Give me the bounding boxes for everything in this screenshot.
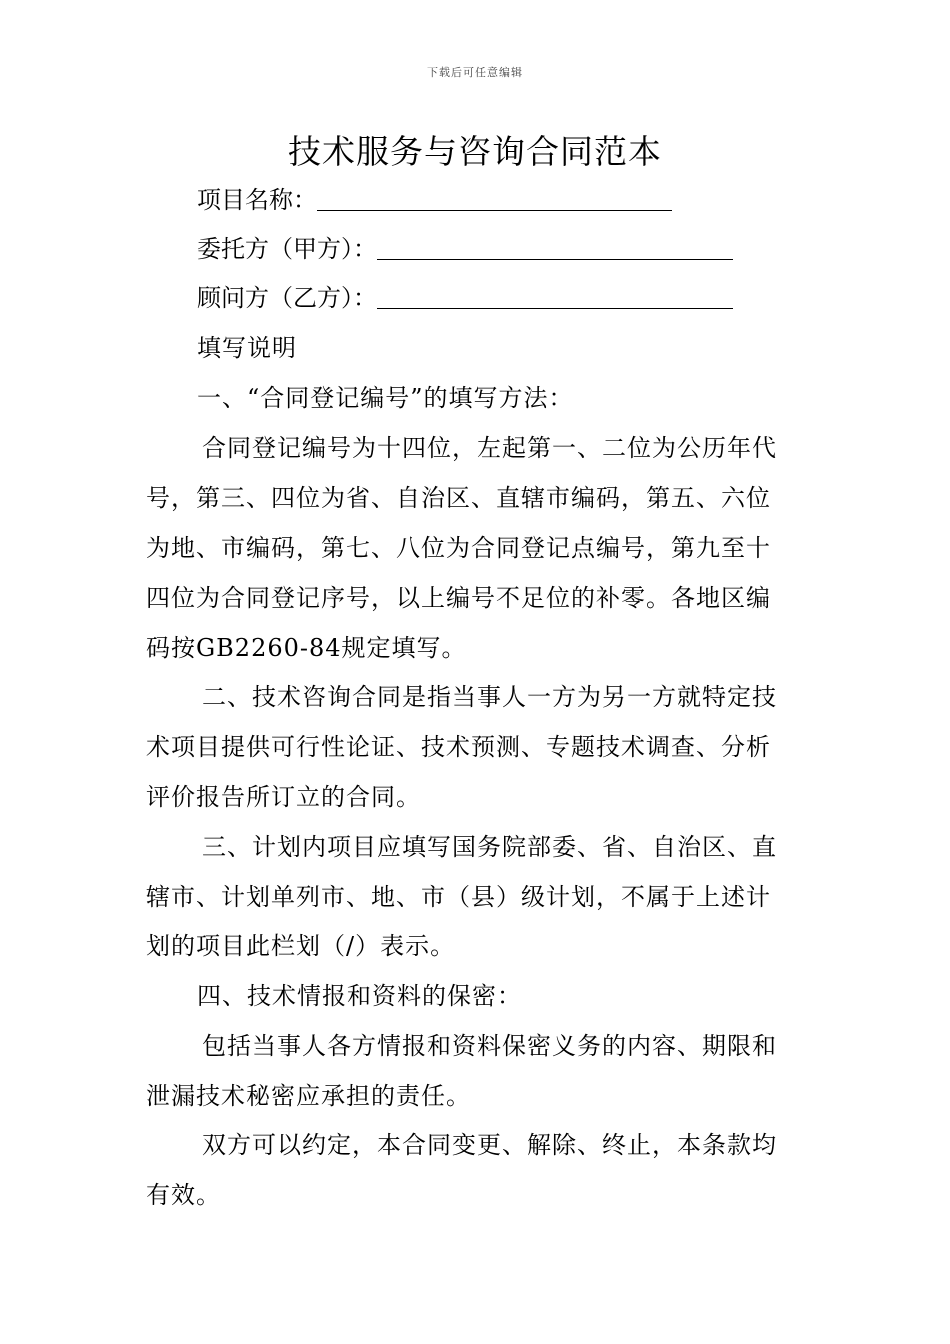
section2-line: 评价报告所订立的合同。 [146,783,421,811]
client-blank[interactable] [377,258,733,260]
section4-heading: 四、技术情报和资料的保密： [197,982,522,1010]
section4-para1-line: 泄漏技术秘密应承担的责任。 [146,1082,471,1110]
page-header-note: 下载后可任意编辑 [427,66,523,79]
section4-para2-line: 双方可以约定，本合同变更、解除、终止，本条款均 [202,1131,777,1159]
project-name-blank[interactable] [317,209,672,211]
section3-line: 三、计划内项目应填写国务院部委、省、自治区、直 [202,833,777,861]
section4-para2-line: 有效。 [146,1181,221,1209]
section1-line: 四位为合同登记序号，以上编号不足位的补零。各地区编 [146,584,771,612]
section1-line: 为地、市编码，第七、八位为合同登记点编号，第九至十 [146,534,771,562]
section1-line: 号，第三、四位为省、自治区、直辖市编码，第五、六位 [146,484,771,512]
consultant-blank[interactable] [377,307,733,309]
consultant-label: 顾问方（乙方）： [197,284,377,312]
section1-line: 码按GB2260-84规定填写。 [146,634,467,662]
project-name-label: 项目名称： [197,186,317,214]
section2-line: 二、技术咨询合同是指当事人一方为另一方就特定技 [202,683,777,711]
client-field [197,234,733,264]
instructions-heading: 填写说明 [197,334,297,362]
client-label: 委托方（甲方）： [197,235,377,263]
section1-heading: 一、“合同登记编号”的填写方法： [197,384,574,412]
document-title: 技术服务与咨询合同范本 [288,132,662,171]
section4-para1-line: 包括当事人各方情报和资料保密义务的内容、期限和 [202,1032,777,1060]
section2-line: 术项目提供可行性论证、技术预测、专题技术调查、分析 [146,733,771,761]
section1-line: 合同登记编号为十四位，左起第一、二位为公历年代 [202,434,777,462]
section3-line: 划的项目此栏划（/）表示。 [146,932,456,960]
project-name-field [197,185,672,215]
section3-line: 辖市、计划单列市、地、市（县）级计划，不属于上述计 [146,883,771,911]
consultant-field [197,283,733,313]
